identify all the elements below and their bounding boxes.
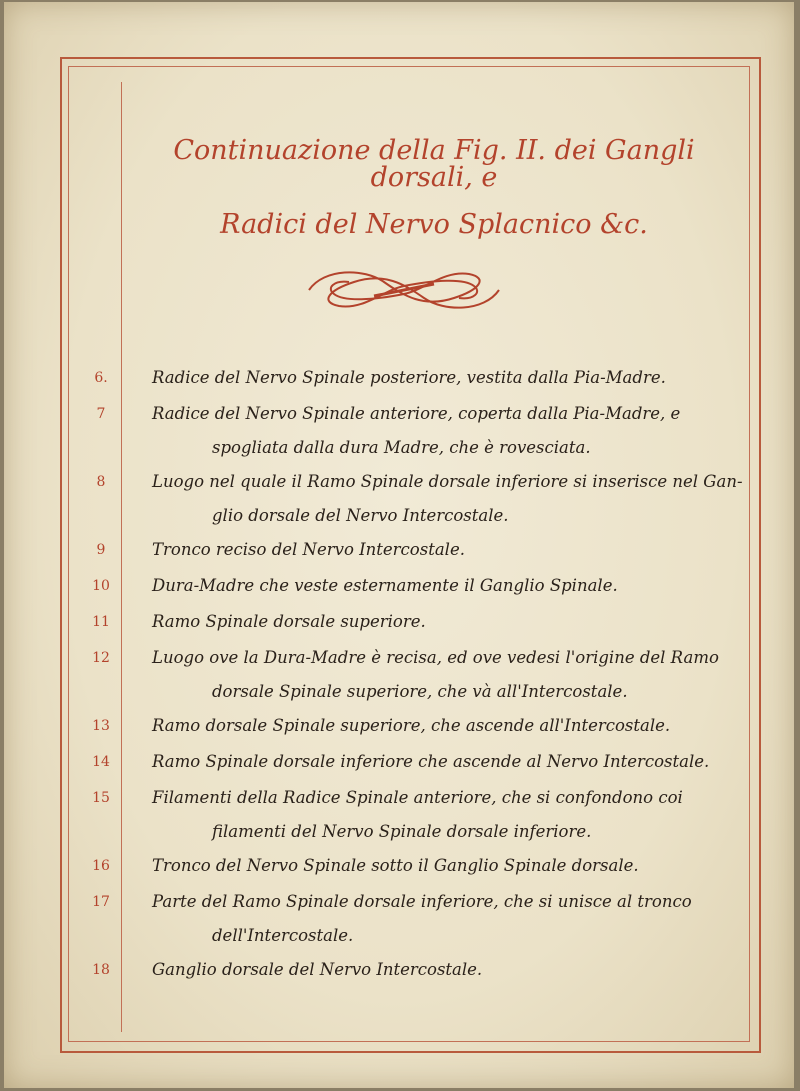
entry-text: Parte del Ramo Spinale dorsale inferiore, che si unisce al tronco (152, 892, 692, 911)
entry-number: 8 (96, 474, 106, 490)
entry-text: Ganglio dorsale del Nervo Intercostale. (152, 960, 483, 979)
flourish-ornament (304, 260, 504, 320)
entry-text: Tronco reciso del Nervo Intercostale. (152, 540, 465, 559)
entry-text-continuation: glio dorsale del Nervo Intercostale. (212, 506, 509, 525)
entry-number: 10 (92, 578, 110, 594)
entry-text-continuation: spogliata dalla dura Madre, che è rovesciata. (212, 438, 591, 457)
entry-number: 14 (92, 754, 110, 770)
entry-number: 12 (92, 650, 110, 666)
entry-number: 9 (96, 542, 106, 558)
entry-number: 7 (96, 406, 106, 422)
entry-text-continuation: dell'Intercostale. (212, 926, 354, 945)
entry-text-continuation: filamenti del Nervo Spinale dorsale inferiore. (212, 822, 592, 841)
manuscript-page (4, 2, 794, 1088)
entry-number: 6. (94, 370, 108, 386)
title-line-1: Continuazione della Fig. II. dei Gangli dorsali, e (173, 135, 695, 193)
page-title (124, 137, 744, 238)
entry-number: 11 (92, 614, 110, 630)
entry-text: Ramo Spinale dorsale superiore. (152, 612, 426, 631)
entry-text: Radice del Nervo Spinale anteriore, coperta dalla Pia-Madre, e (152, 404, 681, 423)
title-line-2: Radici del Nervo Splacnico &c. (220, 209, 648, 240)
entry-text: Ramo dorsale Spinale superiore, che ascende all'Intercostale. (152, 716, 671, 735)
entry-number: 16 (92, 858, 110, 874)
entry-text: Tronco del Nervo Spinale sotto il Ganglio Spinale dorsale. (152, 856, 639, 875)
entry-text: Luogo ove la Dura-Madre è recisa, ed ove vedesi l'origine del Ramo (152, 648, 719, 667)
entry-text: Filamenti della Radice Spinale anteriore, che si confondono coi (152, 788, 683, 807)
entry-number: 13 (92, 718, 110, 734)
entry-text: Radice del Nervo Spinale posteriore, vestita dalla Pia-Madre. (152, 368, 666, 387)
entry-number: 17 (92, 894, 110, 910)
entry-text: Dura-Madre che veste esternamente il Ganglio Spinale. (152, 576, 618, 595)
entry-text: Ramo Spinale dorsale inferiore che ascende al Nervo Intercostale. (152, 752, 710, 771)
entry-text: Luogo nel quale il Ramo Spinale dorsale inferiore si inserisce nel Gan- (152, 472, 743, 491)
entry-text-continuation: dorsale Spinale superiore, che và all'Intercostale. (212, 682, 628, 701)
entry-number: 18 (92, 962, 110, 978)
entry-number: 15 (92, 790, 110, 806)
